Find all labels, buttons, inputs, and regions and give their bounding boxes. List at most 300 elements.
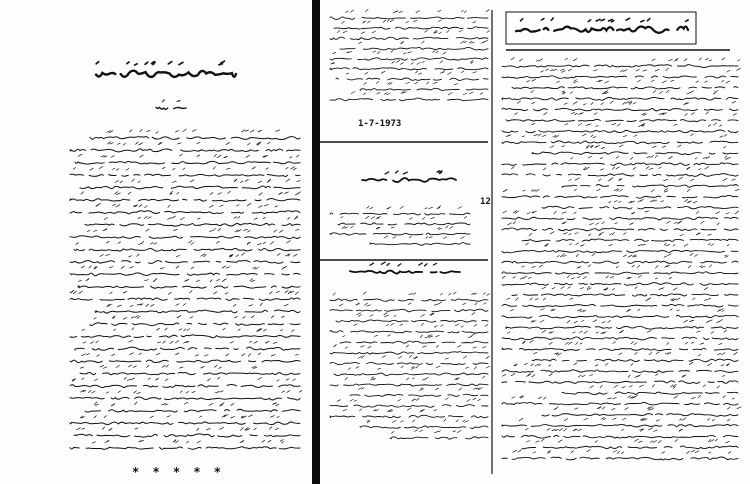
diacritic-mark <box>583 104 586 105</box>
diacritic-mark <box>726 81 730 83</box>
diacritic-mark <box>461 41 465 44</box>
diacritic-mark <box>287 391 290 393</box>
diacritic-mark <box>576 342 578 344</box>
diacritic-mark <box>293 254 297 256</box>
diacritic-mark <box>520 278 523 279</box>
diacritic-mark <box>628 396 631 398</box>
diacritic-mark <box>513 222 515 224</box>
handwriting-stroke <box>360 426 488 429</box>
diacritic-mark <box>293 168 296 170</box>
handwriting-stroke <box>502 283 738 286</box>
diacritic-mark <box>110 292 112 293</box>
diacritic-mark <box>394 315 396 316</box>
diacritic-mark <box>183 168 185 170</box>
diacritic-mark <box>390 20 394 22</box>
diacritic-mark <box>175 441 178 443</box>
diacritic-mark <box>388 335 391 337</box>
diacritic-mark <box>128 192 131 194</box>
diacritic-mark <box>655 69 659 71</box>
handwriting-stroke <box>330 415 488 417</box>
diacritic-mark <box>95 379 98 380</box>
diacritic-mark <box>413 293 416 295</box>
diacritic-mark <box>608 180 611 181</box>
diacritic-mark <box>177 143 181 144</box>
diacritic-mark <box>253 267 256 268</box>
diacritic-mark <box>536 60 539 61</box>
diacritic-mark <box>371 377 373 379</box>
diacritic-mark <box>238 329 240 330</box>
diacritic-mark <box>565 124 568 125</box>
diacritic-mark <box>601 19 605 20</box>
diacritic-mark <box>590 375 593 376</box>
diacritic-mark <box>526 441 530 443</box>
diacritic-mark <box>220 427 224 429</box>
diacritic-mark <box>216 392 220 393</box>
diacritic-mark <box>176 255 180 257</box>
diacritic-mark <box>464 11 466 13</box>
diacritic-mark <box>463 420 465 422</box>
diacritic-mark <box>192 392 195 393</box>
diacritic-mark <box>461 326 463 327</box>
diacritic-mark <box>610 101 613 104</box>
diacritic-mark <box>561 71 565 73</box>
handwriting-stroke <box>502 250 738 252</box>
diacritic-mark <box>244 229 248 230</box>
diacritic-mark <box>111 156 114 158</box>
diacritic-mark <box>684 244 688 246</box>
diacritic-mark <box>165 328 168 330</box>
diacritic-mark <box>148 217 151 219</box>
diacritic-mark <box>209 403 213 405</box>
diacritic-mark <box>201 366 205 368</box>
diacritic-mark <box>521 19 523 21</box>
diacritic-mark <box>732 101 736 103</box>
diacritic-mark <box>588 265 590 267</box>
diacritic-mark <box>685 113 687 115</box>
diacritic-mark <box>738 60 740 61</box>
diacritic-mark <box>565 342 568 344</box>
handwriting-stroke <box>542 414 738 417</box>
diacritic-mark <box>698 355 700 356</box>
diacritic-mark <box>507 135 511 136</box>
handwriting-stroke <box>502 348 738 351</box>
diacritic-mark <box>473 347 477 348</box>
diacritic-mark <box>697 211 699 213</box>
diacritic-mark <box>582 375 585 376</box>
diacritic-mark <box>250 130 254 132</box>
diacritic-mark <box>126 169 129 171</box>
diacritic-mark <box>724 255 727 256</box>
diacritic-mark <box>557 256 559 257</box>
diacritic-mark <box>384 236 388 238</box>
diacritic-mark <box>691 113 694 115</box>
diacritic-mark <box>638 80 641 82</box>
diacritic-mark <box>276 130 280 132</box>
handwriting-stroke <box>502 370 738 373</box>
handwriting-stroke <box>502 272 738 275</box>
diacritic-mark <box>455 324 459 326</box>
diacritic-mark <box>715 91 719 93</box>
diacritic-mark <box>544 397 546 399</box>
diacritic-mark <box>135 402 137 405</box>
diacritic-mark <box>587 286 589 288</box>
diacritic-mark <box>654 90 656 92</box>
diacritic-mark <box>725 134 727 136</box>
diacritic-mark <box>218 193 222 195</box>
diacritic-mark <box>145 280 149 281</box>
diacritic-mark <box>529 233 532 235</box>
diacritic-mark <box>333 52 336 53</box>
diacritic-mark <box>655 155 657 157</box>
diacritic-mark <box>377 93 380 94</box>
diacritic-mark <box>274 230 277 232</box>
diacritic-mark <box>596 332 599 333</box>
diacritic-mark <box>574 321 577 323</box>
diacritic-mark <box>264 329 267 331</box>
diacritic-mark <box>708 234 712 235</box>
handwriting-stroke <box>512 87 738 89</box>
diacritic-mark <box>538 397 541 399</box>
left-page-subtitle <box>156 100 186 110</box>
diacritic-mark <box>406 21 409 23</box>
diacritic-mark <box>259 193 262 195</box>
diacritic-mark <box>271 316 274 318</box>
diacritic-mark <box>519 418 523 420</box>
diacritic-mark <box>541 309 545 311</box>
handwriting-stroke <box>70 335 300 338</box>
diacritic-mark <box>513 277 515 279</box>
diacritic-mark <box>677 298 680 300</box>
diacritic-mark <box>732 179 736 181</box>
diacritic-mark <box>554 211 556 213</box>
handwriting-stroke <box>340 47 488 50</box>
diacritic-mark <box>129 256 132 257</box>
diacritic-mark <box>259 206 263 208</box>
diacritic-mark <box>220 391 223 392</box>
diacritic-mark <box>371 217 375 219</box>
diacritic-mark <box>638 245 642 246</box>
diacritic-mark <box>526 243 529 245</box>
diacritic-mark <box>384 313 387 315</box>
diacritic-mark <box>132 328 134 330</box>
diacritic-mark <box>531 364 534 366</box>
handwriting-stroke <box>330 330 488 333</box>
diacritic-mark <box>95 404 98 405</box>
diacritic-mark <box>162 100 164 102</box>
diacritic-mark <box>465 421 469 423</box>
diacritic-mark <box>568 69 571 71</box>
handwriting-stroke <box>70 298 300 300</box>
diacritic-mark <box>176 266 179 269</box>
diacritic-mark <box>581 321 584 322</box>
diacritic-mark <box>677 310 680 311</box>
diacritic-mark <box>116 169 118 171</box>
diacritic-mark <box>162 365 165 367</box>
diacritic-mark <box>550 232 554 234</box>
diacritic-mark <box>109 267 113 268</box>
diacritic-mark <box>226 142 230 144</box>
diacritic-mark <box>534 135 538 136</box>
diacritic-mark <box>112 404 115 406</box>
diacritic-mark <box>428 335 432 336</box>
diacritic-mark <box>231 416 235 418</box>
diacritic-mark <box>387 93 390 95</box>
diacritic-mark <box>664 191 668 192</box>
diacritic-mark <box>567 320 570 323</box>
handwriting-stroke <box>96 71 236 77</box>
diacritic-mark <box>130 267 134 268</box>
diacritic-mark <box>609 201 611 203</box>
diacritic-mark <box>571 451 574 453</box>
handwriting-stroke <box>95 310 300 313</box>
diacritic-mark <box>693 298 696 300</box>
diacritic-mark <box>700 266 702 267</box>
diacritic-mark <box>337 400 340 402</box>
diacritic-mark <box>218 377 220 379</box>
diacritic-mark <box>535 299 538 300</box>
diacritic-mark <box>195 355 198 356</box>
diacritic-mark <box>539 59 543 61</box>
diacritic-mark <box>687 451 689 453</box>
diacritic-mark <box>82 329 85 330</box>
diacritic-mark <box>525 428 528 430</box>
diacritic-mark <box>354 324 358 326</box>
diacritic-mark <box>130 353 134 355</box>
diacritic-mark <box>406 378 408 380</box>
diacritic-mark <box>687 189 690 191</box>
handwriting-stroke <box>70 397 300 400</box>
diacritic-mark <box>243 317 245 319</box>
diacritic-mark <box>214 154 216 156</box>
diacritic-mark <box>601 103 603 105</box>
diacritic-mark <box>547 428 550 430</box>
diacritic-mark <box>334 344 336 346</box>
diacritic-mark <box>709 452 711 453</box>
diacritic-mark <box>431 217 435 219</box>
diacritic-mark <box>390 323 394 325</box>
handwriting-stroke <box>330 299 488 301</box>
diacritic-mark <box>368 21 371 23</box>
diacritic-mark <box>127 62 129 64</box>
diacritic-mark <box>124 377 126 379</box>
diacritic-mark <box>345 227 348 228</box>
diacritic-mark <box>103 427 105 429</box>
diacritic-mark <box>222 266 226 268</box>
diacritic-mark <box>673 288 677 290</box>
diacritic-mark <box>734 352 738 354</box>
diacritic-mark <box>511 373 515 375</box>
diacritic-mark <box>180 391 182 393</box>
diacritic-mark <box>106 392 108 393</box>
diacritic-mark <box>297 192 300 194</box>
diacritic-mark <box>384 93 387 95</box>
diacritic-mark <box>343 336 345 337</box>
diacritic-mark <box>458 207 462 209</box>
diacritic-mark <box>473 22 476 23</box>
diacritic-mark <box>727 245 729 246</box>
diacritic-mark <box>609 244 612 245</box>
diacritic-mark <box>570 244 572 245</box>
diacritic-mark <box>620 70 623 72</box>
diacritic-mark <box>468 336 471 337</box>
handwriting-stroke <box>70 385 300 388</box>
diacritic-mark <box>260 303 262 306</box>
diacritic-mark <box>271 355 275 356</box>
diacritic-mark <box>338 30 340 32</box>
diacritic-mark <box>661 201 664 202</box>
diacritic-mark <box>154 243 157 244</box>
diacritic-mark <box>602 407 605 409</box>
diacritic-mark <box>683 418 686 421</box>
handwriting-stroke <box>502 108 738 111</box>
diacritic-mark <box>620 190 623 192</box>
diacritic-mark <box>277 253 280 255</box>
diacritic-mark <box>132 179 135 181</box>
diacritic-mark <box>594 113 597 115</box>
diacritic-mark <box>220 205 224 206</box>
handwriting-stroke <box>70 174 300 176</box>
diacritic-mark <box>438 10 441 11</box>
diacritic-mark <box>522 136 524 137</box>
diacritic-mark <box>100 255 104 257</box>
diacritic-mark <box>438 302 442 304</box>
diacritic-mark <box>662 146 666 148</box>
diacritic-mark <box>275 206 278 207</box>
diacritic-mark <box>444 419 446 421</box>
diacritic-mark <box>575 178 579 180</box>
diacritic-mark <box>484 303 486 305</box>
diacritic-mark <box>695 158 697 159</box>
diacritic-mark <box>651 408 654 410</box>
diacritic-mark <box>209 205 213 207</box>
diacritic-mark <box>510 310 513 311</box>
diacritic-mark <box>625 408 628 410</box>
diacritic-mark <box>530 298 532 300</box>
diacritic-mark <box>218 229 221 231</box>
diacritic-mark <box>214 292 217 294</box>
diacritic-mark <box>365 216 369 218</box>
diacritic-mark <box>286 179 290 181</box>
diacritic-mark <box>293 379 296 381</box>
diacritic-mark <box>454 84 458 85</box>
handwriting-stroke <box>562 184 738 187</box>
diacritic-mark <box>246 155 249 157</box>
diacritic-mark <box>478 399 481 401</box>
diacritic-mark <box>519 59 522 61</box>
diacritic-mark <box>210 192 213 194</box>
diacritic-mark <box>541 19 544 21</box>
page-gutter <box>312 0 320 484</box>
diacritic-mark <box>87 353 90 354</box>
diacritic-mark <box>622 429 624 431</box>
diacritic-mark <box>99 167 102 169</box>
diacritic-mark <box>588 20 590 22</box>
diacritic-mark <box>574 80 577 82</box>
diacritic-mark <box>166 365 168 367</box>
diacritic-mark <box>528 277 531 278</box>
diacritic-mark <box>162 403 166 405</box>
diacritic-mark <box>450 227 453 229</box>
diacritic-mark <box>438 20 441 22</box>
diacritic-mark <box>400 63 403 65</box>
diacritic-mark <box>358 388 362 390</box>
diacritic-mark <box>420 411 424 412</box>
diacritic-mark <box>446 398 449 400</box>
diacritic-mark <box>263 242 265 244</box>
diacritic-mark <box>580 343 582 344</box>
diacritic-mark <box>473 72 477 73</box>
handwriting-stroke <box>156 107 186 109</box>
diacritic-mark <box>179 62 183 64</box>
diacritic-mark <box>473 398 476 400</box>
diacritic-mark <box>462 71 464 73</box>
diacritic-mark <box>416 11 420 13</box>
diacritic-mark <box>629 385 632 387</box>
diacritic-mark <box>101 156 105 157</box>
diacritic-mark <box>271 242 274 245</box>
diacritic-mark <box>435 431 439 433</box>
diacritic-mark <box>695 451 699 453</box>
diacritic-mark <box>561 256 563 257</box>
handwriting-stroke <box>360 88 488 90</box>
diacritic-mark <box>139 143 143 145</box>
diacritic-mark <box>628 375 630 377</box>
diacritic-mark <box>720 319 723 321</box>
diacritic-mark <box>617 124 620 126</box>
diacritic-mark <box>562 146 565 147</box>
diacritic-mark <box>568 287 571 289</box>
diacritic-mark <box>575 233 578 234</box>
diacritic-mark <box>600 232 604 234</box>
diacritic-mark <box>600 386 602 388</box>
diacritic-mark <box>258 181 262 183</box>
diacritic-mark <box>425 30 428 32</box>
diacritic-mark <box>613 451 617 453</box>
diacritic-mark <box>550 70 553 71</box>
diacritic-mark <box>286 379 289 381</box>
handwriting-stroke <box>340 341 488 343</box>
diacritic-mark <box>360 409 362 411</box>
diacritic-mark <box>584 331 587 333</box>
diacritic-mark <box>73 168 75 170</box>
diacritic-mark <box>717 386 720 388</box>
diacritic-mark <box>415 430 418 432</box>
diacritic-mark <box>475 303 477 305</box>
diacritic-mark <box>583 277 586 279</box>
diacritic-mark <box>453 431 456 432</box>
diacritic-mark <box>708 298 710 299</box>
right-column-text-lines <box>502 58 741 460</box>
diacritic-mark <box>157 342 160 343</box>
diacritic-mark <box>612 232 614 234</box>
diacritic-mark <box>696 81 699 82</box>
diacritic-mark <box>168 205 170 207</box>
right-bottom-block <box>330 292 490 439</box>
handwriting-stroke <box>502 97 738 100</box>
diacritic-mark <box>669 157 672 159</box>
diacritic-mark <box>601 147 604 148</box>
handwriting-stroke <box>330 405 488 408</box>
diacritic-mark <box>381 262 385 264</box>
diacritic-mark <box>177 101 180 102</box>
diacritic-mark <box>217 241 220 243</box>
diacritic-mark <box>588 156 591 158</box>
diacritic-mark <box>685 342 687 344</box>
diacritic-mark <box>643 70 647 71</box>
diacritic-mark <box>680 235 684 236</box>
diacritic-mark <box>448 93 452 95</box>
diacritic-mark <box>699 58 701 60</box>
